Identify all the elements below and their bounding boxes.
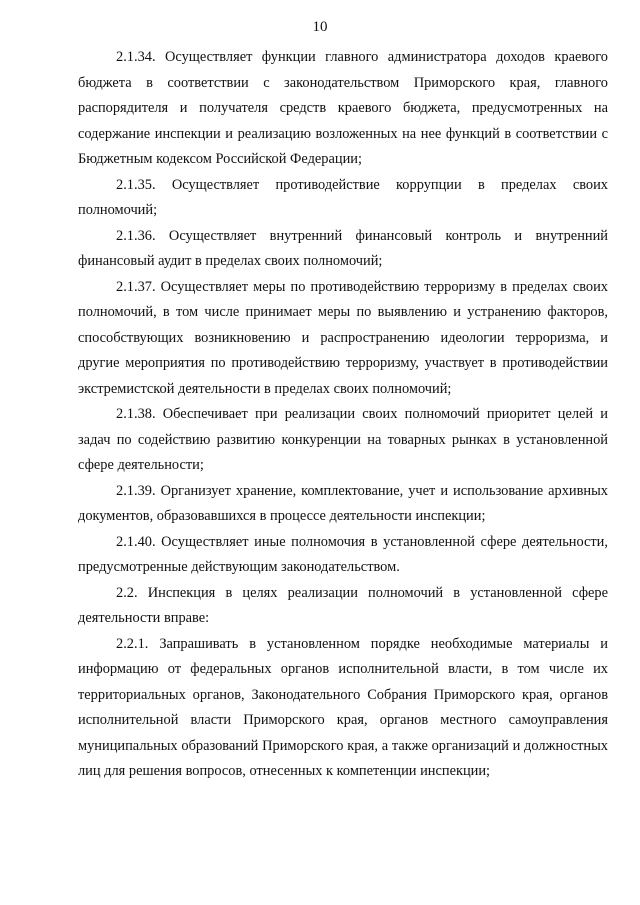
paragraph-2-1-38: 2.1.38. Обеспечивает при реализации своих полномочий приоритет целей и задач по содействию развитию конкуренции на товарных рынках в установленной сфере деятельности; xyxy=(78,406,608,473)
paragraph-2-2-1: 2.2.1. Запрашивать в установленном порядке необходимые материалы и информацию от федеральных органов исполнительной власти, в том числе их территориальных органов, Законодательного Собрания Приморского края, органов исполнительной власти Приморского края, органов местного самоуправления муниципальных образований Приморского края, а также организаций и должностных лиц для решения вопросов, отнесенных к компетенции инспекции; xyxy=(78,635,608,779)
paragraph-2-1-34: 2.1.34. Осуществляет функции главного администратора доходов краевого бюджета в соответствии с законодательством Приморского края, главного распорядителя и получателя средств краевого бюджета, предусмотренных на содержание инспекции и реализацию возложенных на нее функций в соответствии с Бюджетным кодексом Российской Федерации; xyxy=(78,49,608,167)
paragraph-2-1-36: 2.1.36. Осуществляет внутренний финансовый контроль и внутренний финансовый аудит в пределах своих полномочий; xyxy=(78,227,608,269)
paragraph-2-2: 2.2. Инспекция в целях реализации полномочий в установленной сфере деятельности вправе: xyxy=(78,584,608,626)
paragraph-2-1-35: 2.1.35. Осуществляет противодействие коррупции в пределах своих полномочий; xyxy=(78,176,608,218)
paragraph-2-1-39: 2.1.39. Организует хранение, комплектование, учет и использование архивных документов, образовавшихся в процессе деятельности инспекции; xyxy=(78,482,608,524)
document-body xyxy=(78,45,608,785)
paragraph-2-1-37: 2.1.37. Осуществляет меры по противодействию терроризму в пределах своих полномочий, в том числе принимает меры по выявлению и устранению факторов, способствующих возникновению и распространению идеологии терроризма, и другие мероприятия по противодействию терроризму, участвует в противодействии экстремистской деятельности в пределах своих полномочий; xyxy=(78,278,608,397)
paragraph-2-1-40: 2.1.40. Осуществляет иные полномочия в установленной сфере деятельности, предусмотренные действующим законодательством. xyxy=(78,533,608,575)
page-number: 10 xyxy=(312,19,328,35)
